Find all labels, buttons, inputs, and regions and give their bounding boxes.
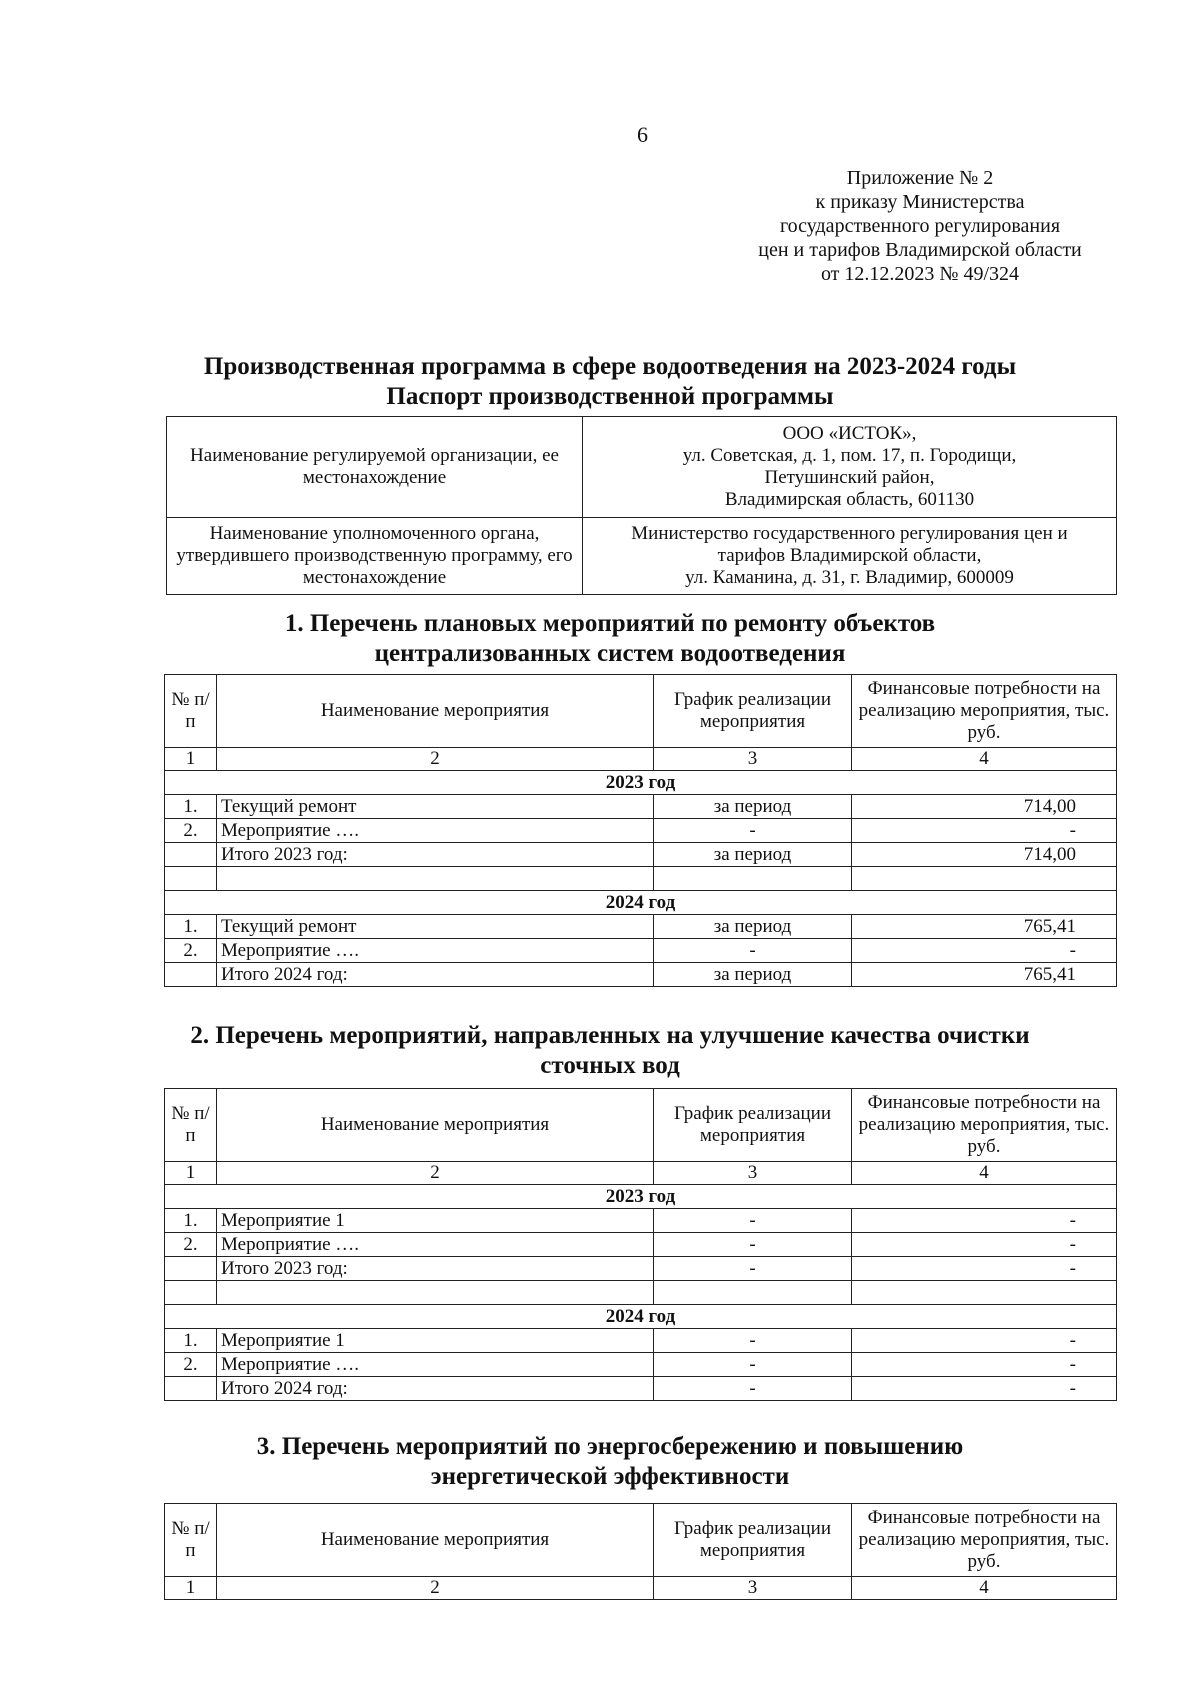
empty-cell bbox=[217, 1281, 654, 1305]
authority-label: Наименование уполномоченного органа, утвердившего производственную программу, его местонахождение bbox=[167, 518, 583, 595]
row-number: 2. bbox=[165, 1353, 217, 1377]
title-line: Паспорт производственной программы bbox=[386, 383, 834, 410]
column-number: 2 bbox=[217, 1577, 654, 1600]
year-label: 2024 год bbox=[165, 1305, 1117, 1329]
column-number: 1 bbox=[165, 748, 217, 771]
row-amount: - bbox=[852, 1257, 1117, 1281]
row-name: Мероприятие …. bbox=[217, 819, 654, 843]
row-number: 1. bbox=[165, 1209, 217, 1233]
row-name: Итого 2024 год: bbox=[217, 963, 654, 987]
row-amount: - bbox=[852, 1329, 1117, 1353]
row-name: Итого 2023 год: bbox=[217, 843, 654, 867]
row-number: 1. bbox=[165, 1329, 217, 1353]
row-name: Мероприятие …. bbox=[217, 939, 654, 963]
org-label: Наименование регулируемой организации, ее местонахождение bbox=[167, 417, 583, 518]
row-schedule: за период bbox=[654, 963, 852, 987]
column-number: 3 bbox=[654, 748, 852, 771]
authority-value-line: Министерство государственного регулирования цен и bbox=[631, 523, 1068, 544]
appendix-line: государственного регулирования bbox=[779, 215, 1061, 237]
row-schedule: - bbox=[654, 1209, 852, 1233]
table-header-row bbox=[165, 675, 1117, 748]
table-row bbox=[165, 939, 1117, 963]
column-number: 1 bbox=[165, 1162, 217, 1185]
empty-cell bbox=[654, 867, 852, 891]
table-row bbox=[165, 1329, 1117, 1353]
col-header-schedule: График реализации мероприятия bbox=[654, 675, 852, 748]
appendix-line: Приложение № 2 bbox=[846, 167, 994, 189]
authority-value-line: тарифов Владимирской области, bbox=[717, 545, 982, 566]
column-number: 1 bbox=[165, 1577, 217, 1600]
authority-value-line: ул. Каманина, д. 31, г. Владимир, 600009 bbox=[685, 567, 1014, 588]
authority-value bbox=[583, 518, 1117, 595]
section-title-line: 2. Перечень мероприятий, направленных на улучшение качества очистки bbox=[190, 1022, 1030, 1049]
row-schedule: - bbox=[654, 819, 852, 843]
row-name: Итого 2023 год: bbox=[217, 1257, 654, 1281]
row-number: 2. bbox=[165, 819, 217, 843]
column-number: 4 bbox=[852, 748, 1117, 771]
row-name: Текущий ремонт bbox=[217, 795, 654, 819]
row-schedule: за период bbox=[654, 915, 852, 939]
column-number: 3 bbox=[654, 1162, 852, 1185]
empty-cell bbox=[165, 867, 217, 891]
table-row bbox=[165, 843, 1117, 867]
table-row bbox=[165, 915, 1117, 939]
org-value bbox=[583, 417, 1117, 518]
passport-table bbox=[166, 416, 1117, 595]
table-row bbox=[165, 795, 1117, 819]
row-number bbox=[165, 963, 217, 987]
year-row bbox=[165, 1305, 1117, 1329]
row-amount: - bbox=[852, 819, 1117, 843]
row-number: 1. bbox=[165, 915, 217, 939]
row-schedule: за период bbox=[654, 843, 852, 867]
col-header-number: № п/п bbox=[165, 1089, 217, 1162]
empty-cell bbox=[852, 867, 1117, 891]
row-number bbox=[165, 1377, 217, 1401]
column-number: 4 bbox=[852, 1577, 1117, 1600]
empty-cell bbox=[165, 1281, 217, 1305]
row-name: Мероприятие 1 bbox=[217, 1209, 654, 1233]
col-header-finance: Финансовые потребности на реализацию мероприятия, тыс. руб. bbox=[852, 675, 1117, 748]
page-number: 6 bbox=[637, 122, 648, 147]
table-row bbox=[165, 963, 1117, 987]
section-title-line: сточных вод bbox=[540, 1052, 680, 1079]
section-1-title bbox=[120, 609, 1100, 669]
row-amount: 765,41 bbox=[852, 963, 1117, 987]
table-header-row bbox=[165, 1089, 1117, 1162]
org-value-line: ООО «ИСТОК», bbox=[782, 423, 917, 444]
col-header-name: Наименование мероприятия bbox=[217, 1504, 654, 1577]
table-header-row bbox=[165, 1504, 1117, 1577]
table-row bbox=[165, 1377, 1117, 1401]
col-header-name: Наименование мероприятия bbox=[217, 1089, 654, 1162]
column-number-row bbox=[165, 1162, 1117, 1185]
org-value-line: Владимирская область, 601130 bbox=[724, 489, 975, 510]
section-2-title bbox=[120, 1021, 1100, 1081]
row-name: Текущий ремонт bbox=[217, 915, 654, 939]
row-amount: - bbox=[852, 1377, 1117, 1401]
section-title-line: централизованных систем водоотведения bbox=[374, 640, 846, 667]
empty-cell bbox=[217, 867, 654, 891]
row-amount: - bbox=[852, 1209, 1117, 1233]
col-header-finance: Финансовые потребности на реализацию мероприятия, тыс. руб. bbox=[852, 1504, 1117, 1577]
year-row bbox=[165, 1185, 1117, 1209]
column-number-row bbox=[165, 1577, 1117, 1600]
section-1-table bbox=[164, 674, 1117, 987]
column-number: 2 bbox=[217, 748, 654, 771]
column-number: 4 bbox=[852, 1162, 1117, 1185]
row-amount: 714,00 bbox=[852, 795, 1117, 819]
section-title-line: 3. Перечень мероприятий по энергосбережению и повышению bbox=[256, 1433, 964, 1460]
appendix-line: от 12.12.2023 № 49/324 bbox=[820, 263, 1020, 285]
col-header-number: № п/п bbox=[165, 675, 217, 748]
appendix-line: к приказу Министерства bbox=[815, 191, 1025, 213]
section-2-table bbox=[164, 1088, 1117, 1401]
column-number: 3 bbox=[654, 1577, 852, 1600]
table-row bbox=[165, 1233, 1117, 1257]
row-schedule: за период bbox=[654, 795, 852, 819]
col-header-number: № п/п bbox=[165, 1504, 217, 1577]
table-row bbox=[165, 1209, 1117, 1233]
row-number bbox=[165, 1257, 217, 1281]
row-name: Мероприятие 1 bbox=[217, 1329, 654, 1353]
title-line: Производственная программа в сфере водоотведения на 2023-2024 годы bbox=[203, 353, 1017, 380]
row-number: 1. bbox=[165, 795, 217, 819]
year-row bbox=[165, 891, 1117, 915]
row-schedule: - bbox=[654, 939, 852, 963]
year-row bbox=[165, 771, 1117, 795]
row-name: Мероприятие …. bbox=[217, 1353, 654, 1377]
row-amount: 714,00 bbox=[852, 843, 1117, 867]
row-name: Итого 2024 год: bbox=[217, 1377, 654, 1401]
table-row bbox=[165, 1353, 1117, 1377]
row-number: 2. bbox=[165, 939, 217, 963]
column-number: 2 bbox=[217, 1162, 654, 1185]
row-schedule: - bbox=[654, 1377, 852, 1401]
row-name: Мероприятие …. bbox=[217, 1233, 654, 1257]
row-schedule: - bbox=[654, 1329, 852, 1353]
row-amount: - bbox=[852, 939, 1117, 963]
row-amount: - bbox=[852, 1353, 1117, 1377]
org-value-line: Петушинский район, bbox=[764, 467, 935, 488]
section-3-title bbox=[120, 1432, 1100, 1492]
section-title-line: энергетической эффективности bbox=[430, 1463, 790, 1490]
empty-row bbox=[165, 867, 1117, 891]
table-row bbox=[165, 819, 1117, 843]
empty-cell bbox=[852, 1281, 1117, 1305]
row-schedule: - bbox=[654, 1257, 852, 1281]
year-label: 2024 год bbox=[165, 891, 1117, 915]
col-header-name: Наименование мероприятия bbox=[217, 675, 654, 748]
row-amount: 765,41 bbox=[852, 915, 1117, 939]
col-header-schedule: График реализации мероприятия bbox=[654, 1089, 852, 1162]
year-label: 2023 год bbox=[165, 771, 1117, 795]
passport-row-authority bbox=[167, 518, 1117, 595]
section-3-table bbox=[164, 1503, 1117, 1600]
appendix-line: цен и тарифов Владимирской области bbox=[758, 239, 1082, 261]
empty-row bbox=[165, 1281, 1117, 1305]
row-number bbox=[165, 843, 217, 867]
year-label: 2023 год bbox=[165, 1185, 1117, 1209]
section-title-line: 1. Перечень плановых мероприятий по ремонту объектов bbox=[284, 610, 936, 637]
document-title bbox=[120, 352, 1100, 412]
appendix-block bbox=[700, 166, 1140, 286]
row-schedule: - bbox=[654, 1353, 852, 1377]
empty-cell bbox=[654, 1281, 852, 1305]
table-row bbox=[165, 1257, 1117, 1281]
org-value-line: ул. Советская, д. 1, пом. 17, п. Городищи, bbox=[682, 445, 1017, 466]
passport-row-organization bbox=[167, 417, 1117, 518]
row-amount: - bbox=[852, 1233, 1117, 1257]
col-header-schedule: График реализации мероприятия bbox=[654, 1504, 852, 1577]
row-number: 2. bbox=[165, 1233, 217, 1257]
col-header-finance: Финансовые потребности на реализацию мероприятия, тыс. руб. bbox=[852, 1089, 1117, 1162]
column-number-row bbox=[165, 748, 1117, 771]
row-schedule: - bbox=[654, 1233, 852, 1257]
